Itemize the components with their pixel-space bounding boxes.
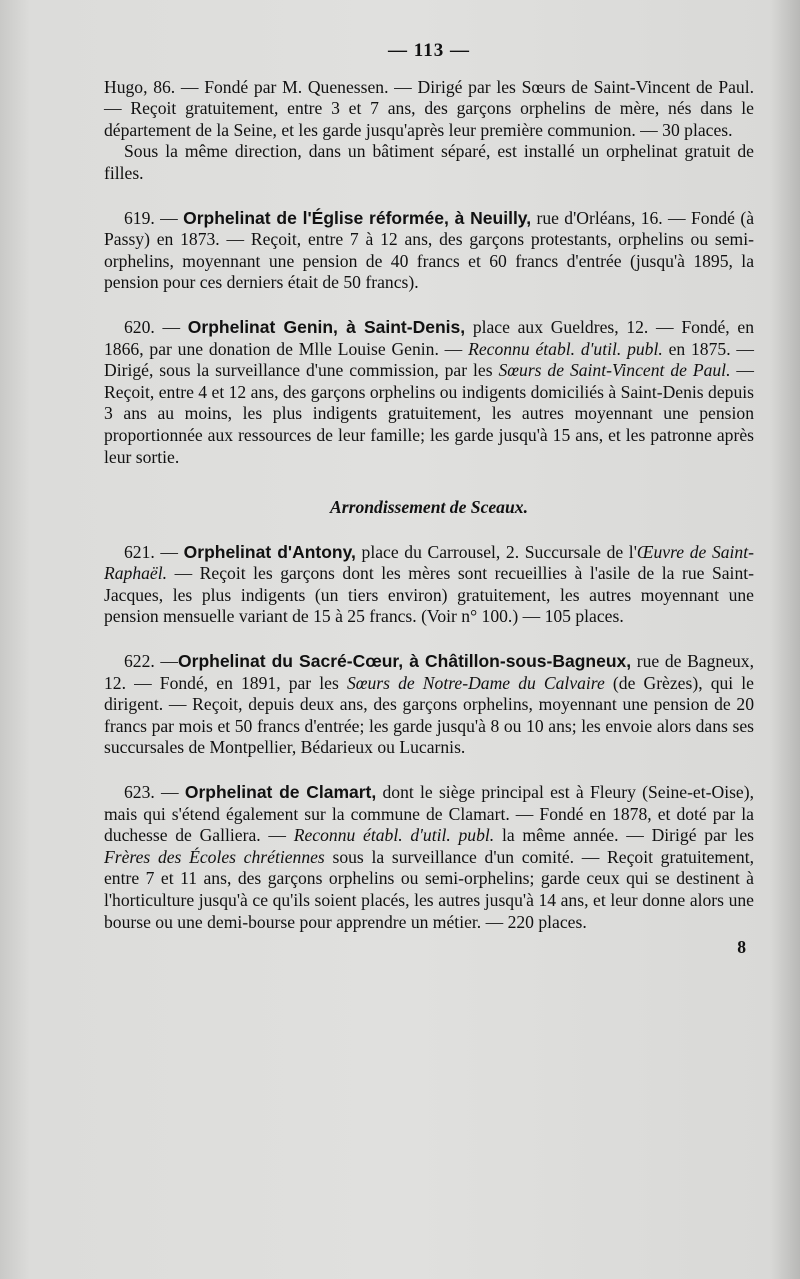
entry-text: la même année. — Dirigé par les (501, 825, 755, 846)
entry-title: Orphelinat de Clamart, (184, 782, 377, 803)
entry-title: Orphelinat d'Antony, (183, 541, 356, 562)
entry-title: Orphelinat de l'Église réformée, à Neuilly, (183, 207, 532, 228)
entry-text: place aux Gueldres, 12. — Fondé, en 1866, par une donation de Mlle Louise Genin. — (104, 316, 755, 359)
entry-620: 620. — Orphelinat Genin, à Saint-Denis, place aux Gueldres, 12. — Fondé, en 1866, par une donation de Mlle Louise Genin. — Reconnu établ. d'util. publ. en 1875. — Dirigé, sous la surveillance d'une commission, par les Sœurs de Saint-Vincent de Paul. — Reçoit, entre 4 et 12 ans, des garçons orphelins ou indigents domiciliés à Saint-Denis depuis 3 ans au moins, les plus indigents gratuitement, les autres moyennant une pension proportionnée aux ressources de leur famille; les garde jusqu'à 15 ans, et les patronne après leur sortie. (104, 316, 755, 467)
entry-619: 619. — Orphelinat de l'Église réformée, à Neuilly, rue d'Orléans, 16. — Fondé (à Passy) en 1873. — Reçoit, entre 7 à 12 ans, des garçons protestants, orphelins ou semi-orphelins, moyennant une pension de 40 francs et 60 francs d'entrée (jusqu'à 1895, la pension pour ces derniers était de 50 francs). (104, 207, 755, 293)
entry-text: sous la surveillance d'un comité. — Reçoit gratuitement, entre 7 et 11 ans, des garçons orphelins ou semi-orphelins; garde ceux qui se destinent à l'horticulture jusqu'à ce qu'ils soient placés, les autres jusqu'à 14 ans, et leur donne alors une bourse ou une demi-bourse pour apprendre un métier. — 220 places. (104, 846, 754, 932)
entry-number: 622. (124, 651, 155, 672)
entry-number: 620. (124, 316, 155, 337)
entry-text: en 1875. — Dirigé, sous la surveillance d'une commission, par les (104, 338, 755, 381)
entry-number: 621. (124, 541, 155, 562)
entry-number: 619. (124, 207, 155, 228)
entry-italic: Frères des Écoles chrétiennes (104, 846, 325, 867)
entry-text: — Reçoit, entre 4 et 12 ans, des garçons orphelins ou indigents domiciliés à Saint-Denis depuis 3 ans au moins, les plus indigents gratuitement, les autres moyennant une pension proportionnée aux ressources de leur famille; les garde jusqu'à 15 ans, et les patronne après leur sortie. (104, 360, 754, 467)
entry-italic: Reconnu établ. d'util. publ. (468, 338, 663, 359)
entry-italic: Sœurs de Notre-Dame du Calvaire (346, 672, 605, 693)
entry-continued (104, 77, 754, 142)
entry-text: place du Carrousel, 2. Succursale de l' (361, 541, 637, 562)
entry-text: (de Grèzes), qui le dirigent. — Reçoit, depuis deux ans, des garçons orphelins, moyennant une pension de 20 francs par mois et 50 francs d'entrée; les garde jusqu'à 8 ou 10 ans; les envoie alors dans ses succursales de Montpellier, Bédarieux ou Lucarnis. (104, 672, 754, 758)
entry-text: — Reçoit les garçons dont les mères sont recueillies à l'asile de la rue Saint-Jacques, les plus indigents (un tiers environ) gratuitement, les autres moyennant une pension mensuelle variant de 15 à 25 francs. (Voir n° 100.) — 105 places. (104, 563, 754, 627)
signature-mark: 8 (737, 937, 746, 958)
entry-text: rue d'Orléans, 16. — Fondé (à Passy) en 1873. — Reçoit, entre 7 à 12 ans, des garçons protestants, orphelins ou semi-orphelins, moyennant une pension de 40 francs et 60 francs d'entrée (jusqu'à 1895, la pension pour ces derniers était de 50 francs). (104, 207, 755, 293)
entry-number: 623. (124, 782, 155, 803)
section-title: Arrondissement de Sceaux. (330, 497, 528, 518)
entry-text: rue de Bagneux, 12. — Fondé, en 1891, par les (104, 651, 755, 693)
entry-italic: Sœurs de Saint-Vincent de Paul. (498, 360, 731, 381)
entry-text: dont le siège principal est à Fleury (Seine-et-Oise), mais qui s'étend également sur la commune de Clamart. — Fondé en 1878, et doté par la duchesse de Galliera. — (104, 782, 754, 846)
page-number: — 113 — (388, 40, 470, 61)
entry-621: 621. — Orphelinat d'Antony, place du Carrousel, 2. Succursale de l'Œuvre de Saint-Raphaël. — Reçoit les garçons dont les mères sont recueillies à l'asile de la rue Saint-Jacques, les plus indigents (un tiers environ) gratuitement, les autres moyennant une pension mensuelle variant de 15 à 25 francs. (Voir n° 100.) — 105 places. (104, 541, 754, 627)
entry-title: Orphelinat du Sacré-Cœur, à Châtillon-sous-Bagneux, (178, 651, 632, 672)
entry-title: Orphelinat Genin, à Saint-Denis, (187, 316, 466, 337)
entry-italic: Reconnu établ. d'util. publ. (293, 825, 495, 846)
entry-italic: Œuvre de Saint-Raphaël. (104, 541, 754, 584)
entry-622: 622. —Orphelinat du Sacré-Cœur, à Châtillon-sous-Bagneux, rue de Bagneux, 12. — Fondé, en 1891, par les Sœurs de Notre-Dame du Calvaire (de Grèzes), qui le dirigent. — Reçoit, depuis deux ans, des garçons orphelins, moyennant une pension de 20 francs par mois et 50 francs d'entrée; les garde jusqu'à 8 ou 10 ans; les envoie alors dans ses succursales de Montpellier, Bédarieux ou Lucarnis. (104, 651, 755, 758)
entry-623: 623. — Orphelinat de Clamart, dont le siège principal est à Fleury (Seine-et-Oise), mais qui s'étend également sur la commune de Clamart. — Fondé en 1878, et doté par la duchesse de Galliera. — Reconnu établ. d'util. publ. la même année. — Dirigé par les Frères des Écoles chrétiennes sous la surveillance d'un comité. — Reçoit gratuitement, entre 7 et 11 ans, des garçons orphelins ou semi-orphelins; garde ceux qui se destinent à l'horticulture jusqu'à ce qu'ils soient placés, les autres jusqu'à 14 ans, et leur donne alors une bourse ou une demi-bourse pour apprendre un métier. — 220 places. (104, 782, 755, 932)
page-text (104, 40, 754, 959)
entry-continued-text: Hugo, 86. — Fondé par M. Quenessen. — Dirigé par les Sœurs de Saint-Vincent de Paul. — Reçoit gratuitement, entre 3 et 7 ans, des garçons orphelins de mère, nés dans le département de la Seine, et les garde jusqu'après leur première communion. — 30 places. (104, 76, 754, 140)
entry-continued-extra: Sous la même direction, dans un bâtiment séparé, est installé un orphelinat gratuit de filles. (104, 141, 754, 183)
